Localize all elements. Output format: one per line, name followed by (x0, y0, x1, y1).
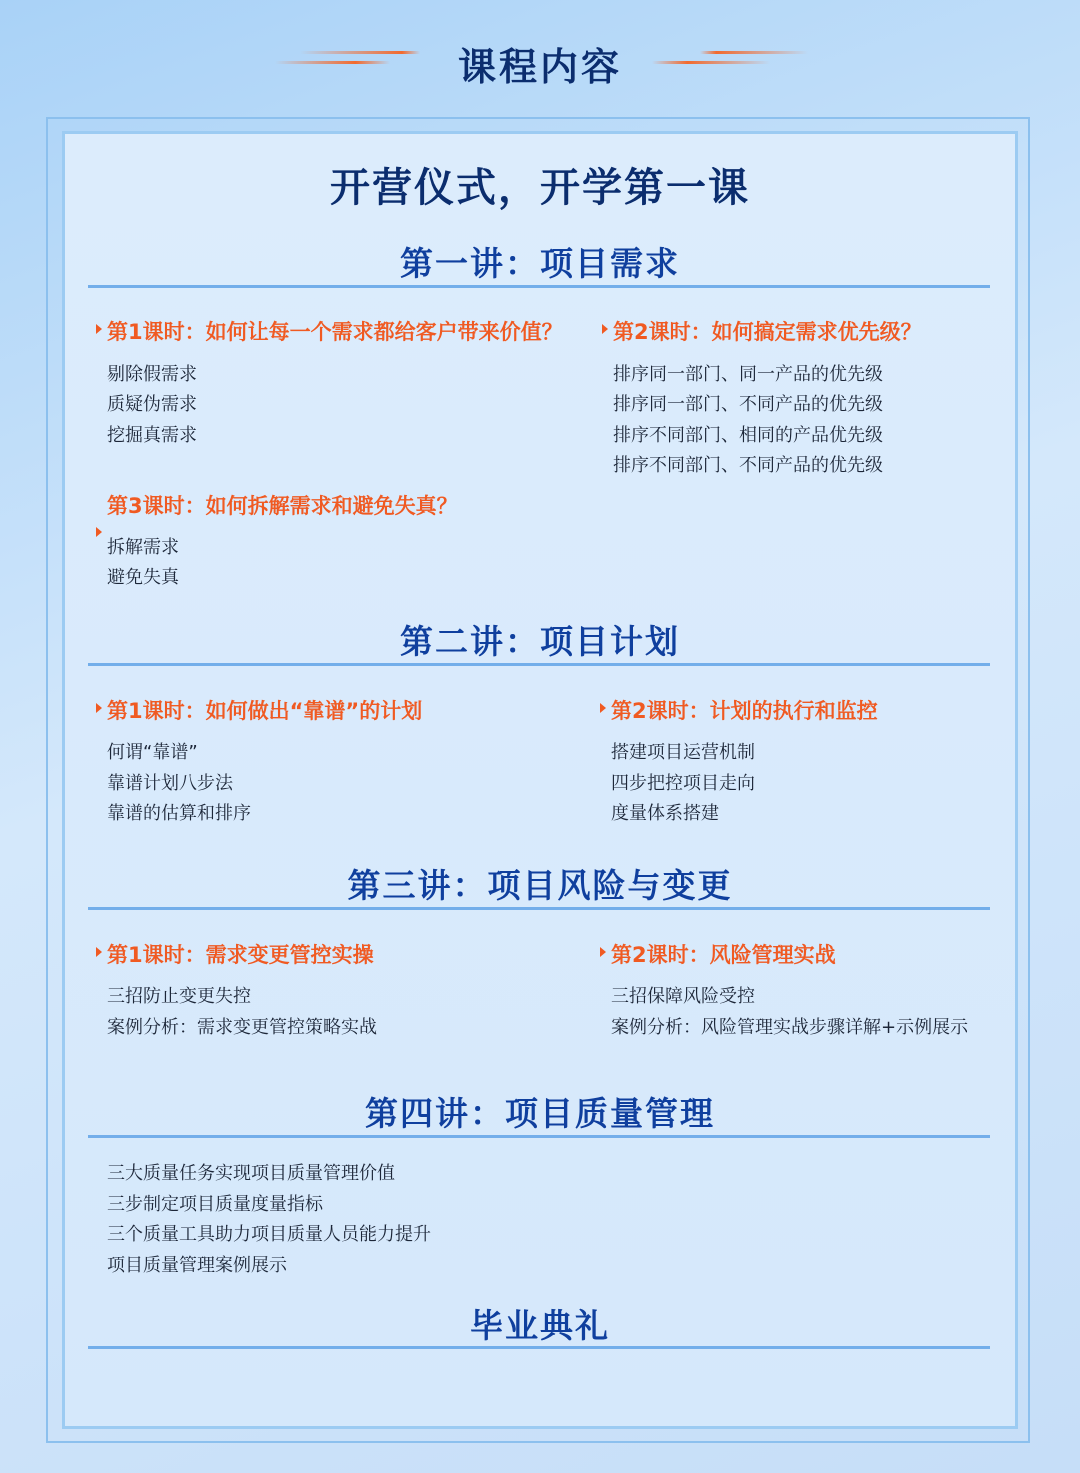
lecture2-title: 第二讲：项目计划 (400, 622, 680, 661)
lesson-item: 案例分析：需求变更管控策略实战 (107, 1017, 377, 1038)
lesson-item: 搭建项目运营机制 (611, 742, 755, 763)
lesson-item: 三大质量任务实现项目质量管理价值 (107, 1163, 395, 1184)
lesson-item: 靠谱计划八步法 (107, 773, 233, 794)
bullet-arrow-icon (96, 324, 102, 334)
lesson-item: 靠谱的估算和排序 (107, 803, 251, 824)
lesson-item: 排序不同部门、相同的产品优先级 (613, 425, 883, 446)
lesson-item: 排序同一部门、同一产品的优先级 (613, 364, 883, 385)
bullet-arrow-icon (96, 947, 102, 957)
lesson-title: 第2课时：如何搞定需求优先级？ (613, 320, 922, 344)
lecture1-title: 第一讲：项目需求 (400, 244, 680, 283)
lesson-title: 第1课时：如何做出“靠谱”的计划 (107, 699, 423, 723)
lesson-title: 第1课时：需求变更管控实操 (107, 943, 374, 967)
page-title: 课程内容 (457, 45, 622, 89)
lesson-item: 四步把控项目走向 (611, 773, 755, 794)
lesson-title: 第1课时：如何让每一个需求都给客户带来价值？ (107, 320, 563, 344)
lesson-title: 第2课时：风险管理实战 (611, 943, 836, 967)
lesson-item: 拆解需求 (107, 537, 179, 558)
closing-title: 毕业典礼 (470, 1306, 610, 1345)
lesson-item: 度量体系搭建 (611, 803, 719, 824)
lesson-item: 三招保障风险受控 (611, 986, 755, 1007)
bullet-arrow-icon (96, 703, 102, 713)
section-divider (88, 663, 990, 666)
section-divider (88, 907, 990, 910)
bullet-arrow-icon (96, 527, 102, 537)
lecture3-title: 第三讲：项目风险与变更 (347, 866, 733, 905)
header-decoration-line (652, 61, 770, 64)
section-divider (88, 285, 990, 288)
lesson-item: 排序不同部门、不同产品的优先级 (613, 455, 883, 476)
lesson-item: 案例分析：风险管理实战步骤详解+示例展示 (611, 1017, 969, 1038)
lesson-item: 何谓“靠谱” (107, 742, 198, 763)
bullet-arrow-icon (600, 703, 606, 713)
bullet-arrow-icon (602, 324, 608, 334)
lesson-item: 质疑伪需求 (107, 394, 197, 415)
lesson-title: 第3课时：如何拆解需求和避免失真？ (107, 494, 458, 518)
lesson-item: 三招防止变更失控 (107, 986, 251, 1007)
lesson-item: 三步制定项目质量度量指标 (107, 1194, 323, 1215)
page-header (0, 30, 1080, 90)
lesson-item: 挖掘真需求 (107, 425, 197, 446)
lesson-item: 避免失真 (107, 567, 179, 588)
bullet-arrow-icon (600, 947, 606, 957)
lesson-item: 剔除假需求 (107, 364, 197, 385)
header-decoration-line (700, 51, 808, 54)
lesson-item: 项目质量管理案例展示 (107, 1255, 287, 1276)
lecture4-title: 第四讲：项目质量管理 (365, 1094, 715, 1133)
section-divider (88, 1135, 990, 1138)
lesson-item: 排序同一部门、不同产品的优先级 (613, 394, 883, 415)
lesson-title: 第2课时：计划的执行和监控 (611, 699, 878, 723)
opening-title: 开营仪式，开学第一课 (330, 165, 750, 211)
section-divider (88, 1346, 990, 1349)
lesson-item: 三个质量工具助力项目质量人员能力提升 (107, 1224, 431, 1245)
